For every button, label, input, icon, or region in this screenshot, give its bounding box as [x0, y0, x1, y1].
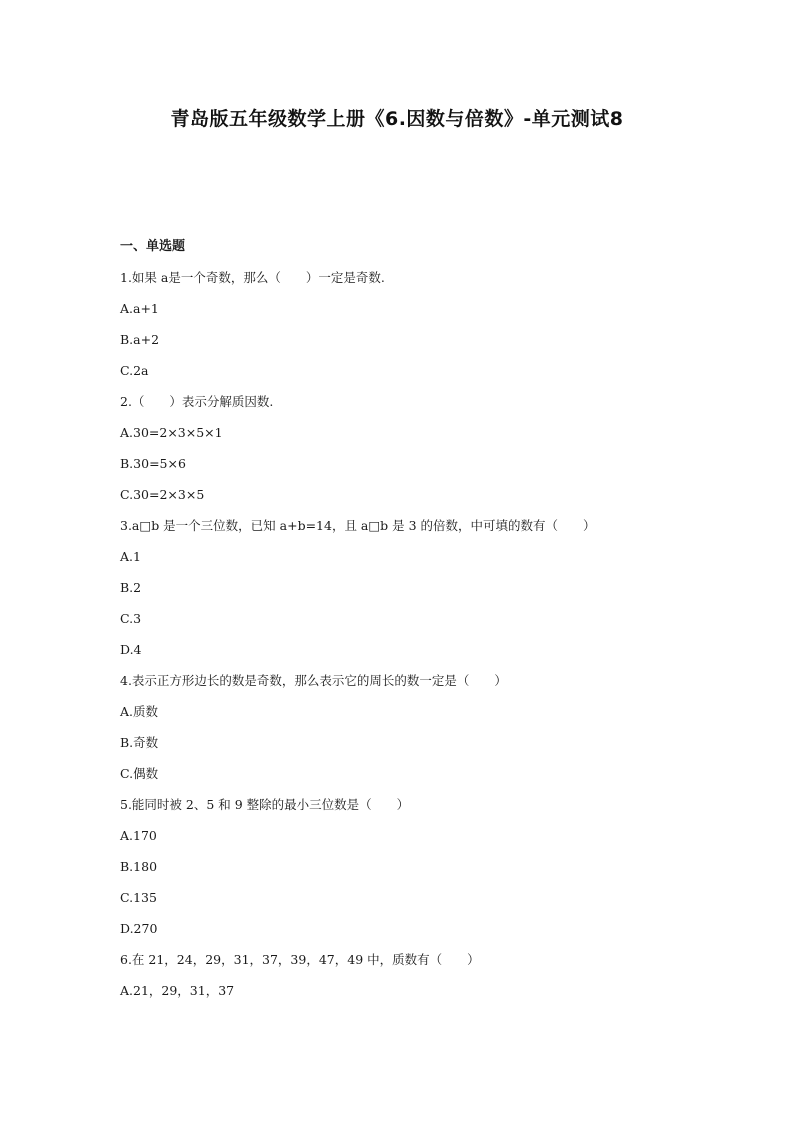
question-5 — [120, 795, 680, 950]
question-4 — [120, 671, 680, 795]
option-c: C.3 — [120, 611, 142, 626]
question-2 — [120, 392, 680, 516]
option-a: A.质数 — [120, 704, 159, 719]
question-stem: 2.（ ）表示分解质因数. — [120, 394, 274, 409]
option-b: B.30=5×6 — [120, 456, 186, 471]
option-b: B.180 — [120, 859, 158, 874]
option-c: C.偶数 — [120, 766, 159, 781]
document-body — [120, 237, 680, 1012]
question-stem: 1.如果 a是一个奇数，那么（ ）一定是奇数. — [120, 270, 385, 285]
question-stem: 4.表示正方形边长的数是奇数，那么表示它的周长的数一定是（ ） — [120, 673, 507, 688]
question-stem: 6.在 21，24，29，31，37，39，47，49 中，质数有（ ） — [120, 952, 480, 967]
option-c: C.2a — [120, 363, 149, 378]
question-stem: 5.能同时被 2、5 和 9 整除的最小三位数是（ ） — [120, 797, 410, 812]
document-title: 青岛版五年级数学上册《6.因数与倍数》-单元测试8 — [170, 108, 624, 130]
option-a: A.170 — [120, 828, 157, 843]
question-1 — [120, 268, 680, 392]
option-b: B.a+2 — [120, 332, 160, 347]
option-d: D.4 — [120, 642, 142, 657]
question-stem: 3.a□b 是一个三位数，已知 a+b=14，且 a□b 是 3 的倍数，中可填的数有（ ） — [120, 518, 596, 533]
option-d: D.270 — [120, 921, 158, 936]
option-c: C.30=2×3×5 — [120, 487, 205, 502]
option-a: A.1 — [120, 549, 141, 564]
section-heading: 一、单选题 — [120, 239, 186, 254]
option-c: C.135 — [120, 890, 157, 905]
option-a: A.a+1 — [120, 301, 159, 316]
option-b: B.奇数 — [120, 735, 159, 750]
question-3 — [120, 516, 680, 671]
question-6 — [120, 950, 680, 1012]
option-a: A.21，29，31，37 — [120, 983, 235, 998]
option-b: B.2 — [120, 580, 142, 595]
option-a: A.30=2×3×5×1 — [120, 425, 223, 440]
